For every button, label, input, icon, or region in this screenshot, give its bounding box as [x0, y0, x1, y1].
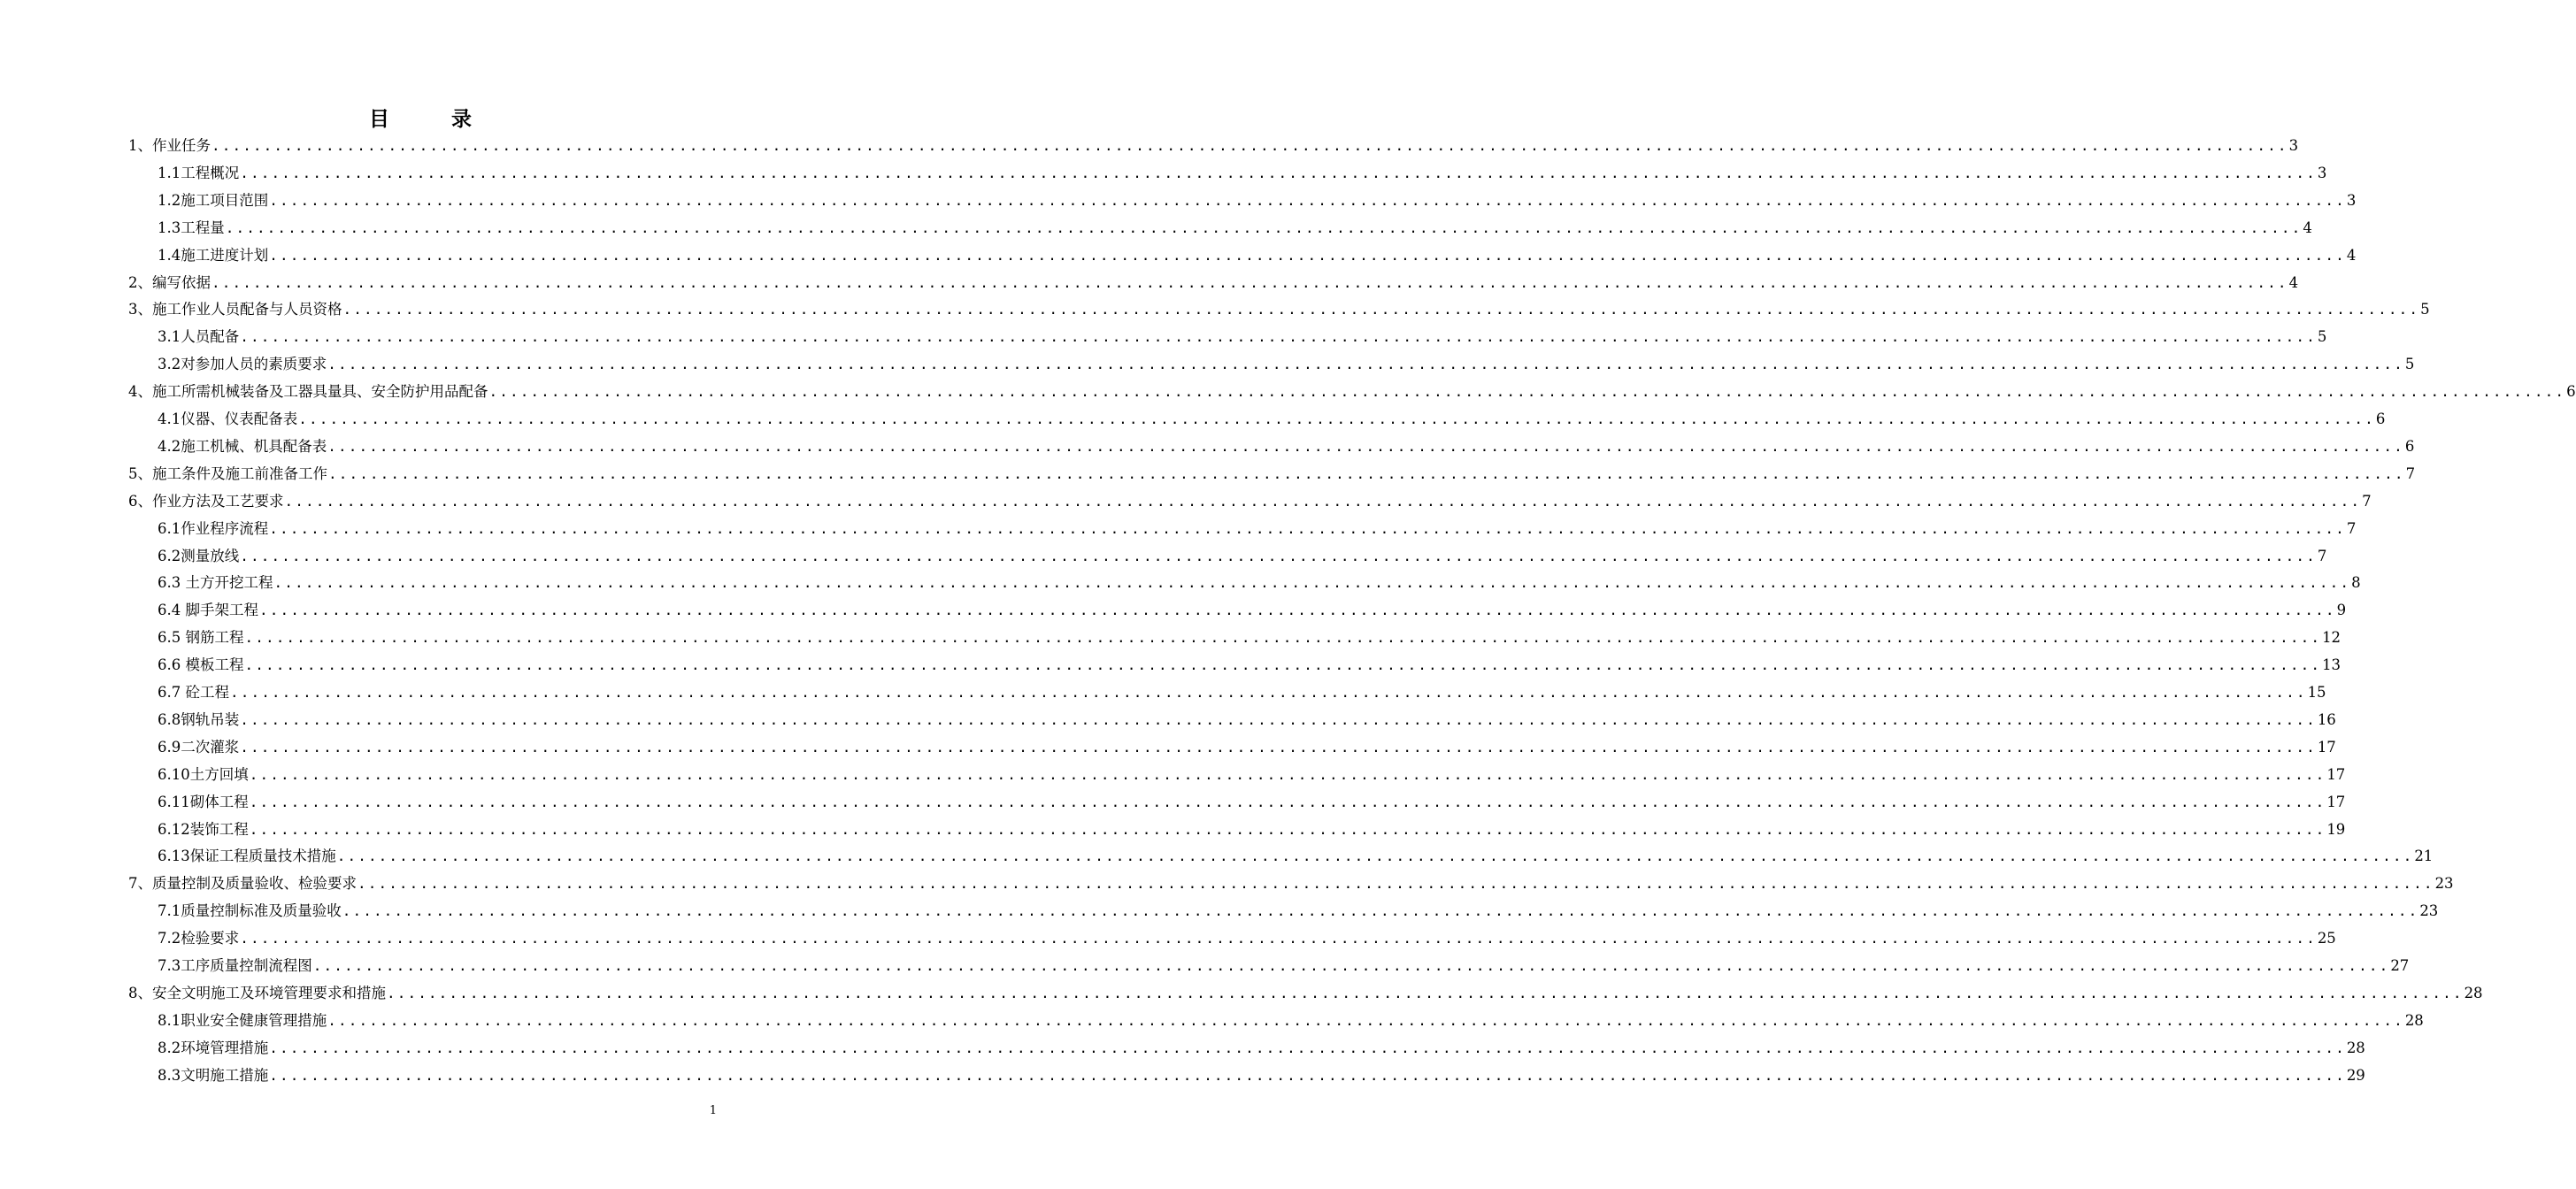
toc-entry-page: 25 — [2317, 930, 2336, 947]
toc-entry[interactable] — [158, 953, 2410, 979]
toc-entry[interactable] — [158, 679, 2326, 706]
toc-entry-label: 7.2检验要求 — [158, 930, 240, 947]
toc-dot-leader: ........................................................................................................................................................................................................ — [269, 246, 2346, 264]
toc-entry-page: 5 — [2404, 356, 2415, 373]
toc-entry-page: 3 — [2288, 137, 2299, 154]
toc-entry-page: 7 — [2346, 519, 2357, 537]
toc-title-char-2: 录 — [451, 107, 472, 131]
toc-entry[interactable] — [158, 1008, 2424, 1034]
footer-page-number: 1 — [709, 1104, 717, 1117]
toc-dot-leader: ........................................................................................................................................................................................................ — [269, 1066, 2346, 1084]
toc-entry-page: 8 — [2351, 574, 2361, 592]
toc-entry-label: 1.1工程概况 — [158, 164, 240, 181]
toc-entry-page: 7 — [2362, 492, 2372, 510]
toc-dot-leader: ........................................................................................................................................................................................................ — [328, 464, 2405, 482]
toc-entry[interactable] — [128, 980, 2483, 1007]
toc-entry-page: 5 — [2420, 301, 2430, 318]
toc-entry-page: 3 — [2346, 191, 2357, 209]
toc-dot-leader: ........................................................................................................................................................................................................ — [284, 492, 2362, 510]
toc-entry[interactable] — [128, 488, 2372, 515]
toc-dot-leader: ........................................................................................................................................................................................................ — [240, 930, 2317, 947]
toc-dot-leader: ........................................................................................................................................................................................................ — [269, 519, 2346, 537]
toc-entry[interactable] — [158, 817, 2346, 843]
toc-entry-label: 8.1职业安全健康管理措施 — [158, 1011, 327, 1029]
toc-entry[interactable] — [128, 296, 2430, 323]
toc-entry-label: 6.11砌体工程 — [158, 793, 249, 810]
toc-entry-page: 17 — [2317, 738, 2336, 756]
toc-dot-leader: ........................................................................................................................................................................................................ — [240, 547, 2317, 564]
toc-entry-label: 6.8钢轨吊装 — [158, 710, 240, 728]
toc-entry-page: 7 — [2317, 547, 2327, 564]
toc-entry[interactable] — [158, 242, 2357, 269]
toc-dot-leader: ........................................................................................................................................................................................................ — [387, 984, 2464, 1001]
toc-dot-leader: ........................................................................................................................................................................................................ — [327, 356, 2404, 373]
toc-entry[interactable] — [158, 652, 2341, 679]
toc-dot-leader: ........................................................................................................................................................................................................ — [269, 191, 2346, 209]
toc-entry-page: 27 — [2390, 957, 2410, 974]
toc-entry-page: 13 — [2322, 656, 2341, 674]
toc-entry[interactable] — [158, 898, 2439, 924]
toc-entry-page: 12 — [2322, 629, 2341, 647]
toc-entry-page: 15 — [2307, 684, 2326, 701]
toc-entry-label: 6.9二次灌浆 — [158, 738, 240, 756]
toc-entry[interactable] — [158, 597, 2347, 624]
toc-entry-label: 3、施工作业人员配备与人员资格 — [128, 301, 342, 318]
toc-entry-label: 7.3工序质量控制流程图 — [158, 957, 312, 974]
toc-dot-leader: ........................................................................................................................................................................................................ — [230, 684, 2307, 701]
toc-entry[interactable] — [128, 379, 2576, 405]
toc-entry-page: 6 — [2566, 383, 2576, 401]
toc-dot-leader: ........................................................................................................................................................................................................ — [240, 164, 2317, 181]
toc-entry-label: 6.12装饰工程 — [158, 820, 249, 838]
toc-entry[interactable] — [158, 215, 2312, 242]
toc-dot-leader: ........................................................................................................................................................................................................ — [244, 629, 2322, 647]
toc-entry-label: 1、作业任务 — [128, 137, 211, 154]
toc-entry[interactable] — [158, 188, 2357, 214]
toc-dot-leader: ........................................................................................................................................................................................................ — [240, 328, 2317, 346]
toc-entry-page: 5 — [2317, 328, 2327, 346]
toc-entry-page: 28 — [2404, 1011, 2424, 1029]
toc-title — [0, 103, 841, 132]
toc-entry-page: 23 — [2434, 875, 2454, 893]
toc-dot-leader: ........................................................................................................................................................................................................ — [358, 875, 2434, 893]
toc-dot-leader: ........................................................................................................................................................................................................ — [298, 410, 2375, 427]
toc-dot-leader: ........................................................................................................................................................................................................ — [488, 383, 2566, 401]
toc-entry[interactable] — [128, 133, 2299, 159]
toc-entry-label: 7、质量控制及质量验收、检验要求 — [128, 875, 357, 893]
toc-dot-leader: ........................................................................................................................................................................................................ — [211, 137, 2288, 154]
toc-entry-label: 1.4施工进度计划 — [158, 246, 269, 264]
toc-entry-label: 7.1质量控制标准及质量验收 — [158, 902, 342, 920]
toc-dot-leader: ........................................................................................................................................................................................................ — [249, 765, 2326, 783]
toc-entry-page: 28 — [2464, 984, 2483, 1001]
toc-entry[interactable] — [158, 707, 2336, 733]
toc-entry-label: 6.7 砼工程 — [158, 684, 229, 701]
toc-dot-leader: ........................................................................................................................................................................................................ — [273, 574, 2351, 592]
toc-dot-leader: ........................................................................................................................................................................................................ — [312, 957, 2390, 974]
toc-entry[interactable] — [158, 925, 2336, 952]
toc-entry[interactable] — [158, 762, 2346, 788]
toc-entry[interactable] — [158, 1035, 2365, 1062]
toc-entry-label: 8.3文明施工措施 — [158, 1066, 269, 1084]
toc-entry[interactable] — [158, 843, 2434, 870]
toc-entry[interactable] — [158, 160, 2327, 187]
toc-entry-label: 8、安全文明施工及环境管理要求和措施 — [128, 984, 386, 1001]
toc-title-char-1: 目 — [369, 107, 389, 131]
toc-dot-leader: ........................................................................................................................................................................................................ — [259, 602, 2336, 619]
toc-entry[interactable] — [158, 734, 2336, 761]
toc-entry-label: 2、编写依据 — [128, 273, 211, 291]
toc-entry-label: 4、施工所需机械装备及工器具量具、安全防护用品配备 — [128, 383, 488, 401]
toc-entry[interactable] — [158, 543, 2327, 570]
toc-entry[interactable] — [128, 461, 2416, 487]
toc-entry-label: 3.2对参加人员的素质要求 — [158, 356, 327, 373]
toc-entry[interactable] — [128, 871, 2454, 897]
toc-entry[interactable] — [158, 406, 2386, 433]
toc-entry-label: 8.2环境管理措施 — [158, 1039, 269, 1056]
toc-entry-page: 17 — [2326, 765, 2346, 783]
toc-entry[interactable] — [158, 789, 2346, 816]
toc-entry-label: 6.10土方回填 — [158, 765, 249, 783]
toc-entry-label: 4.1仪器、仪表配备表 — [158, 410, 298, 427]
toc-entry-page: 9 — [2336, 602, 2347, 619]
toc-dot-leader: ........................................................................................................................................................................................................ — [249, 820, 2326, 838]
toc-entry[interactable] — [158, 1062, 2365, 1089]
toc-entry-page: 6 — [2375, 410, 2386, 427]
toc-entry-page: 21 — [2414, 848, 2434, 865]
toc-entry-page: 3 — [2317, 164, 2327, 181]
toc-entry-label: 6、作业方法及工艺要求 — [128, 492, 284, 510]
toc-entry-label: 1.3工程量 — [158, 219, 225, 236]
toc-dot-leader: ........................................................................................................................................................................................................ — [327, 1011, 2404, 1029]
toc-dot-leader: ........................................................................................................................................................................................................ — [342, 301, 2420, 318]
toc-dot-leader: ........................................................................................................................................................................................................ — [342, 902, 2419, 920]
toc-entry-label: 6.1作业程序流程 — [158, 519, 269, 537]
toc-dot-leader: ........................................................................................................................................................................................................ — [240, 710, 2317, 728]
toc-dot-leader: ........................................................................................................................................................................................................ — [240, 738, 2317, 756]
toc-entry-page: 28 — [2346, 1039, 2365, 1056]
toc-dot-leader: ........................................................................................................................................................................................................ — [269, 1039, 2346, 1056]
toc-entry-label: 6.2测量放线 — [158, 547, 240, 564]
toc-entry[interactable] — [158, 351, 2415, 378]
toc-dot-leader: ........................................................................................................................................................................................................ — [211, 273, 2288, 291]
toc-entry-page: 23 — [2419, 902, 2439, 920]
toc-entry-label: 6.13保证工程质量技术措施 — [158, 848, 336, 865]
toc-entry-page: 29 — [2346, 1066, 2365, 1084]
toc-entry-label: 6.4 脚手架工程 — [158, 602, 258, 619]
toc-entry[interactable] — [158, 570, 2361, 596]
toc-dot-leader: ........................................................................................................................................................................................................ — [336, 848, 2414, 865]
toc-dot-leader: ........................................................................................................................................................................................................ — [225, 219, 2303, 236]
toc-entry-page: 16 — [2317, 710, 2336, 728]
toc-entry-page: 4 — [2303, 219, 2312, 236]
toc-entry-label: 6.5 钢筋工程 — [158, 629, 244, 647]
toc-entry-page: 4 — [2346, 246, 2357, 264]
toc-dot-leader: ........................................................................................................................................................................................................ — [249, 793, 2326, 810]
toc-dot-leader: ........................................................................................................................................................................................................ — [244, 656, 2322, 674]
toc-entry-page: 6 — [2404, 437, 2415, 455]
toc-entry-page: 4 — [2288, 273, 2299, 291]
toc-dot-leader: ........................................................................................................................................................................................................ — [327, 437, 2404, 455]
toc-entry-page: 7 — [2405, 464, 2416, 482]
toc-entry[interactable] — [158, 433, 2415, 460]
toc-entry[interactable] — [158, 625, 2341, 651]
toc-entry-label: 5、施工条件及施工前准备工作 — [128, 464, 327, 482]
toc-entry-label: 3.1人员配备 — [158, 328, 240, 346]
toc-entry[interactable] — [128, 270, 2299, 296]
toc-entry[interactable] — [158, 324, 2327, 350]
toc-entry-label: 6.6 模板工程 — [158, 656, 244, 674]
toc-entry-label: 1.2施工项目范围 — [158, 191, 269, 209]
toc-entry-label: 4.2施工机械、机具配备表 — [158, 437, 327, 455]
toc-entry[interactable] — [158, 516, 2357, 542]
toc-entry-label: 6.3 土方开挖工程 — [158, 574, 273, 592]
toc-entry-page: 17 — [2326, 793, 2346, 810]
toc-entry-page: 19 — [2326, 820, 2346, 838]
